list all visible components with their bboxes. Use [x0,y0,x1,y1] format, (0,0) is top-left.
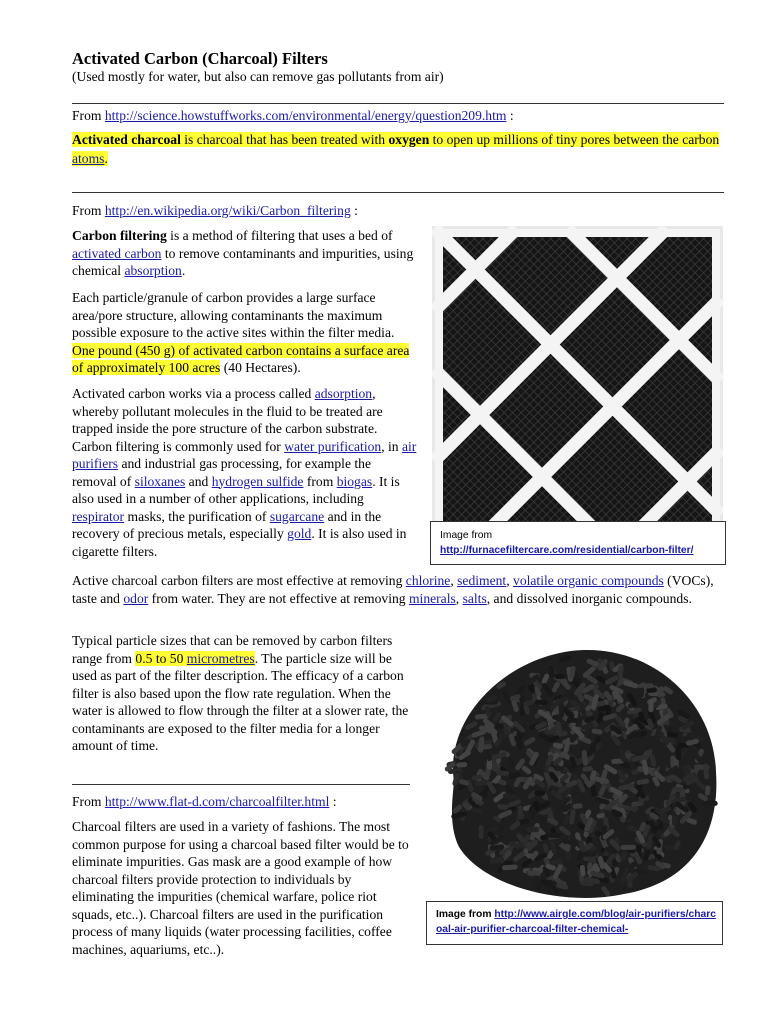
text: to remove contaminants and impurities, using chemical [72,245,414,278]
caption-link[interactable]: http://furnacefiltercare.com/residential/carbon-filter/ [440,545,694,556]
text: Typical particle sizes that can be removed by carbon filters range from [72,633,393,666]
text: Activated carbon works via a process called [72,386,315,401]
link[interactable]: water purification [284,438,382,454]
link[interactable]: activated carbon [72,245,162,261]
text: (VOCs), taste and [72,573,714,606]
paragraph [72,289,417,377]
text: , [450,573,458,588]
text: from [303,473,337,489]
image-caption [430,521,726,565]
text: and industrial gas processing, for example the removal of [72,456,371,489]
link[interactable]: micrometres [186,650,255,666]
divider [72,103,724,104]
caption-prefix: Image from [440,530,493,541]
charcoal-pellets-image [424,632,728,914]
text: , in [381,438,402,454]
text: Active charcoal carbon filters are most effective at removing [72,573,406,588]
text: (40 Hectares). [220,360,301,375]
link[interactable]: minerals [408,590,456,606]
paragraph [72,130,728,168]
text: , [455,590,463,606]
highlight [72,132,719,166]
source-suffix: : [506,108,514,123]
text: to open up millions of tiny pores between the carbon [429,132,720,147]
divider [72,192,724,193]
link[interactable]: gold [287,526,312,541]
text: Each particle/granule of carbon provides a large surface area/pore structure, allowing contaminants the maximum possible exposure to the active sites within the filter media. [72,290,395,340]
paragraph: Charcoal filters are used in a variety of fashions. The most common purpose for using a charcoal based filter would be to eliminate impurities. Gas mask are a good example of how charcoal filters provide protection to individuals by eliminating the impurities (chemical warfare, police riot squads, etc..). Charcoal filters are used in the purification process of many liquids (water processing facilities, coffee machines, aquariums, etc..). [72,819,409,957]
divider [72,784,410,785]
link[interactable]: siloxanes [134,473,186,489]
carbon-filter-image [432,226,723,544]
text: 0.5 to 50 [135,650,187,666]
source-link[interactable]: http://en.wikipedia.org/wiki/Carbon_filtering [104,203,351,218]
page-title: Activated Carbon (Charcoal) Filters [72,49,328,68]
link[interactable]: respirator [72,508,125,524]
text: . [181,263,186,278]
text: , whereby pollutant molecules in the fluid to be treated are trapped inside the pore structure of the carbon substrate. Carbon filtering is commonly used for [72,386,383,454]
link[interactable]: adsorption [314,386,373,401]
image-caption [426,901,723,945]
source-link[interactable]: http://www.flat-d.com/charcoalfilter.html [104,794,330,809]
text: is a method of filtering that uses a bed of [166,228,393,243]
link[interactable]: air purifiers [72,438,417,471]
caption-prefix: Image from [436,909,495,920]
text: is charcoal that has been treated with [180,132,389,147]
text: masks, the purification of [124,508,270,524]
highlight: One pound (450 g) of activated carbon contains a surface area of approximately 100 acres [72,342,410,375]
text: , [506,573,514,588]
link[interactable]: volatile organic compounds [513,573,664,588]
text: . [104,151,108,166]
text: from water. They are not effective at removing [148,590,409,606]
source-link[interactable]: http://science.howstuffworks.com/environmental/energy/question209.htm [104,108,507,123]
source-prefix: From [72,203,105,218]
charcoal-pellets-graphic [424,632,728,914]
text: . It is also used in a number of other applications, including [72,473,400,506]
text: , and dissolved inorganic compounds. [486,590,692,606]
page-subtitle: (Used mostly for water, but also can remove gas pollutants from air) [72,69,444,84]
source-line [72,793,412,811]
link[interactable]: hydrogen sulfide [211,473,304,489]
caption-link[interactable]: http://www.airgle.com/blog/air-purifiers/charcoal-air-purifier-charcoal-filter-chemical- [436,909,716,935]
paragraph [72,632,412,755]
bold-term: oxygen [388,132,430,147]
link[interactable]: absorption [124,263,182,278]
text: . It is also used in cigarette filters. [72,526,407,559]
carbon-filter-graphic [432,226,723,544]
bold-term: Carbon filtering [72,228,167,243]
source-suffix: : [350,203,358,218]
text: and in the recovery of precious metals, especially [72,508,382,541]
link[interactable]: odor [123,590,149,606]
link[interactable]: salts [462,590,487,606]
paragraph [72,385,417,560]
source-prefix: From [72,794,105,809]
source-line [72,202,472,220]
paragraph [72,227,417,280]
text: and [185,473,212,489]
link[interactable]: sugarcane [269,508,325,524]
bold-term: Activated charcoal [72,132,181,147]
source-prefix: From [72,108,105,123]
link[interactable]: sediment [457,573,507,588]
source-line [72,107,724,125]
paragraph [72,572,727,607]
link-atoms[interactable]: atoms [72,151,105,166]
source-suffix: : [329,794,337,809]
link[interactable]: biogas [336,473,373,489]
highlight [135,651,254,666]
link[interactable]: chlorine [405,573,451,588]
text: . The particle size will be used as part of the filter description. The efficacy of a carbon filter is also based upon the flow rate regulation. When the water is allowed to flow through the filter at a slower rate, the contaminants are exposed to the filter media for a longer amount of time. [72,650,409,753]
